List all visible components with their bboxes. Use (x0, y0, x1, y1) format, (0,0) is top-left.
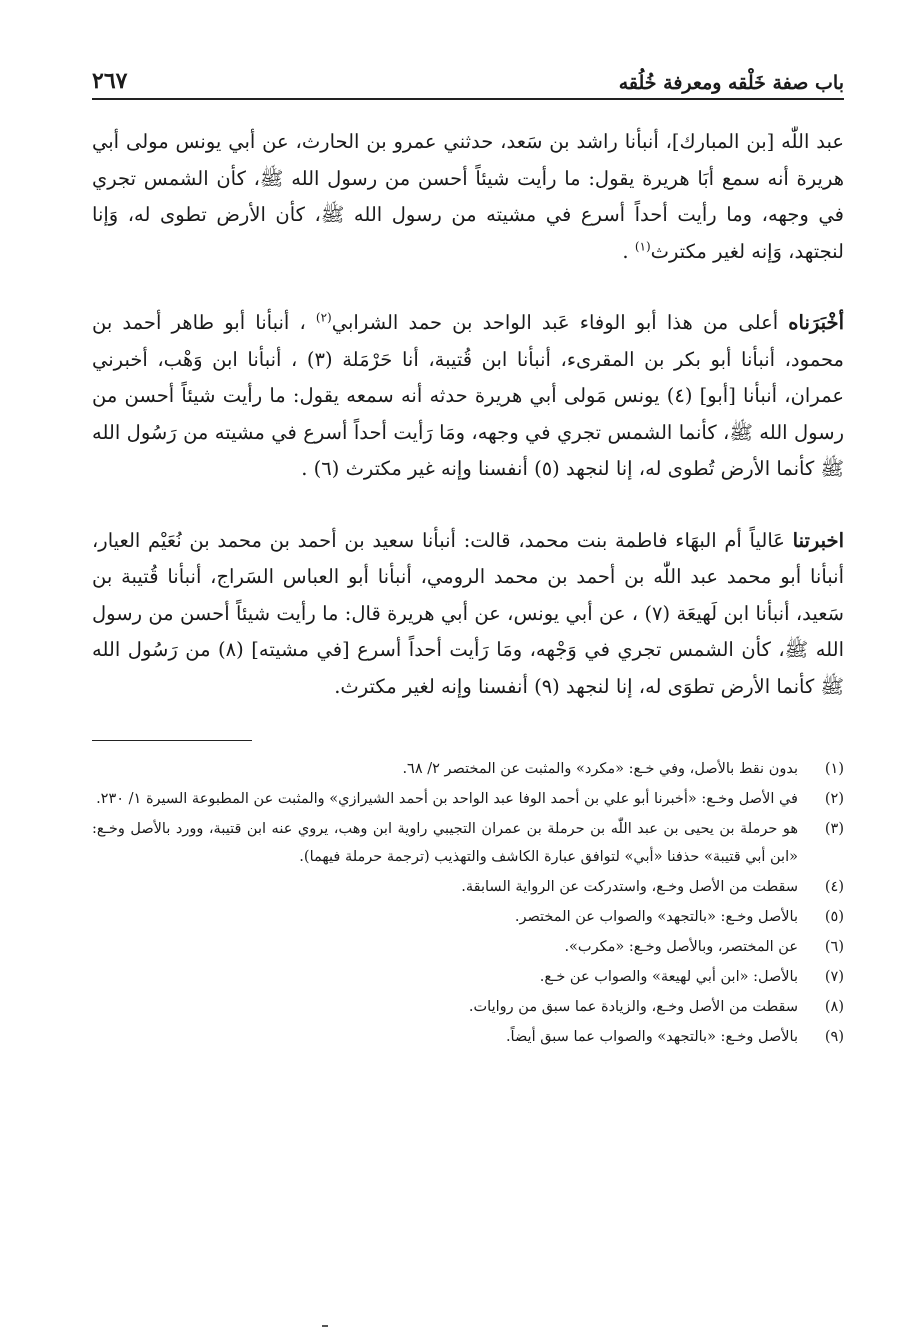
footnote-number: (٩) (824, 1029, 844, 1045)
footnote-text: بدون نقط بالأصل، وفي خـع: «مكرد» والمثبت عن المختصر ٢/ ٦٨. (402, 761, 798, 777)
paragraph (92, 523, 844, 706)
main-text (92, 124, 844, 705)
footnote-text: بالأصل وخـع: «بالتجهد» والصواب عما سبق أيضاً. (505, 1029, 798, 1045)
footnotes-list (92, 755, 844, 1051)
paragraph-lead: اخبرتنا (792, 528, 844, 552)
footnote-number: (٧) (824, 969, 844, 985)
paragraph-text: عبد اللّٰه [بن المبارك]، أنبأنا راشد بن سَعد، حدثني عمرو بن الحارث، عن أبي يونس مولى أبي هريرة أنه سمع أبَا هريرة يقول: ما رأيت شيئاً أحسن من رسول الله ﷺ، كأن الشمس تجري في وجهه، وما رأيت أحداً أسرع في مشيته من رسول الله ﷺ، كأن الأرض تطوى له، وَإنا لنجتهد، وَإنه لغير مكترث (92, 130, 844, 263)
footnote-text: في الأصل وخـع: «أخبرنا أبو علي بن أحمد الوفا عبد الواحد بن أحمد الشيرازي» والمثبت عن المطبوعة السيرة ١/ ٢٣٠. (96, 791, 798, 807)
paragraph-text-end: . (622, 239, 635, 263)
footnote-number: (٤) (824, 879, 844, 895)
footnote-text: بالأصل: «ابن أبي لهيعة» والصواب عن خـع. (539, 969, 798, 985)
footnote (92, 963, 844, 991)
footnote (92, 785, 844, 813)
paragraph (92, 305, 844, 488)
footnote-number: (١) (824, 761, 844, 777)
footnote-divider (92, 740, 252, 741)
footnote-text: سقطت من الأصل وخـع، واستدركت عن الرواية السابقة. (461, 879, 798, 895)
footnote-marker: (١) (634, 239, 651, 253)
scan-speck (322, 1325, 328, 1327)
page-number: ٢٦٧ (92, 68, 128, 94)
paragraph (92, 124, 844, 270)
footnote-text: هو حرملة بن يحيى بن عبد اللّٰه بن حرملة بن عمران التجيبي راوية ابن وهب، يروي عنه ابن قتيبة، وورد بالأصل وخـع: «ابن أبي قتيبة» حذفنا «أبي» لتوافق عبارة الكاشف والتهذيب (ترجمة حرملة فيهما). (92, 821, 798, 865)
book-page (92, 52, 844, 1053)
footnote-text: بالأصل وخـع: «بالتجهد» والصواب عن المختصر. (514, 909, 798, 925)
footnote-number: (٦) (824, 939, 844, 955)
paragraph-text-end: . (334, 674, 341, 698)
paragraph-lead: أخْبَرَناه (788, 311, 844, 334)
footnote (92, 933, 844, 961)
footnote-text: سقطت من الأصل وخـع، والزيادة عما سبق من روايات. (468, 999, 798, 1015)
footnote-number: (٥) (824, 909, 844, 925)
running-title: باب صفة خَلْقه ومعرفة خُلُقه (618, 72, 844, 94)
footnote (92, 873, 844, 901)
footnote (92, 755, 844, 783)
paragraph-text-end: ، أنبأنا أبو طاهر أحمد بن محمود، أنبأنا أبو بكر بن المقرىء، أنبأنا ابن قُتيبة، أنا حَرْمَلة (٣) ، أنبأنا ابن وَهْب، أخبرني عمران، أنبأنا [أبو] (٤) يونس مَولى أبي هريرة حدثه أنه سمعه يقول: ما رأيت شيئاً أحسن من رسول الله ﷺ، كأنما الشمس تجري في وجهه، ومَا رَأيت أحداً أسرع في مشيته من رَسُول الله ﷺ كأنما الأرض تُطوى له، إنا لنجهد (٥) أنفسنا وإنه غير مكترث (٦) . (92, 311, 844, 480)
paragraph-text: أعلى من هذا أبو الوفاء عَبد الواحد بن حمد الشرابي (331, 311, 789, 334)
page-header (92, 52, 844, 100)
footnote-marker: (٢) (315, 310, 332, 325)
paragraph-text: عَالياً أم البهَاء فاطمة بنت محمد، قالت: أنبأنا سعيد بن أحمد بن محمد بن نُعَيْم العيار، أنبأنا أبو محمد عبد اللّٰه بن أحمد بن محمد الرومي، أنبأنا أبو العباس السَراج، أنبأنا قُتيبة بن سَعيد، أنبأنا ابن لَهيعَة (٧) ، عن أبي يونس، عن أبي هريرة قال: ما رأيت شيئاً أحسن من رسول الله ﷺ، كأن الشمس تجري في وَجْهه، ومَا رَأيت أحداً أسرع [في مشيته] (٨) من رَسُول الله ﷺ كأنما الأرض تطوَى له، إنا لنجهد (٩) أنفسنا وإنه لغير مكترث (92, 528, 844, 698)
footnote (92, 815, 844, 871)
footnote-number: (٣) (824, 821, 844, 837)
footnote-number: (٨) (824, 999, 844, 1015)
footnote (92, 1023, 844, 1051)
footnote-number: (٢) (824, 791, 844, 807)
footnote-text: عن المختصر، وبالأصل وخـع: «مكرب». (564, 939, 798, 955)
footnote (92, 993, 844, 1021)
footnote (92, 903, 844, 931)
